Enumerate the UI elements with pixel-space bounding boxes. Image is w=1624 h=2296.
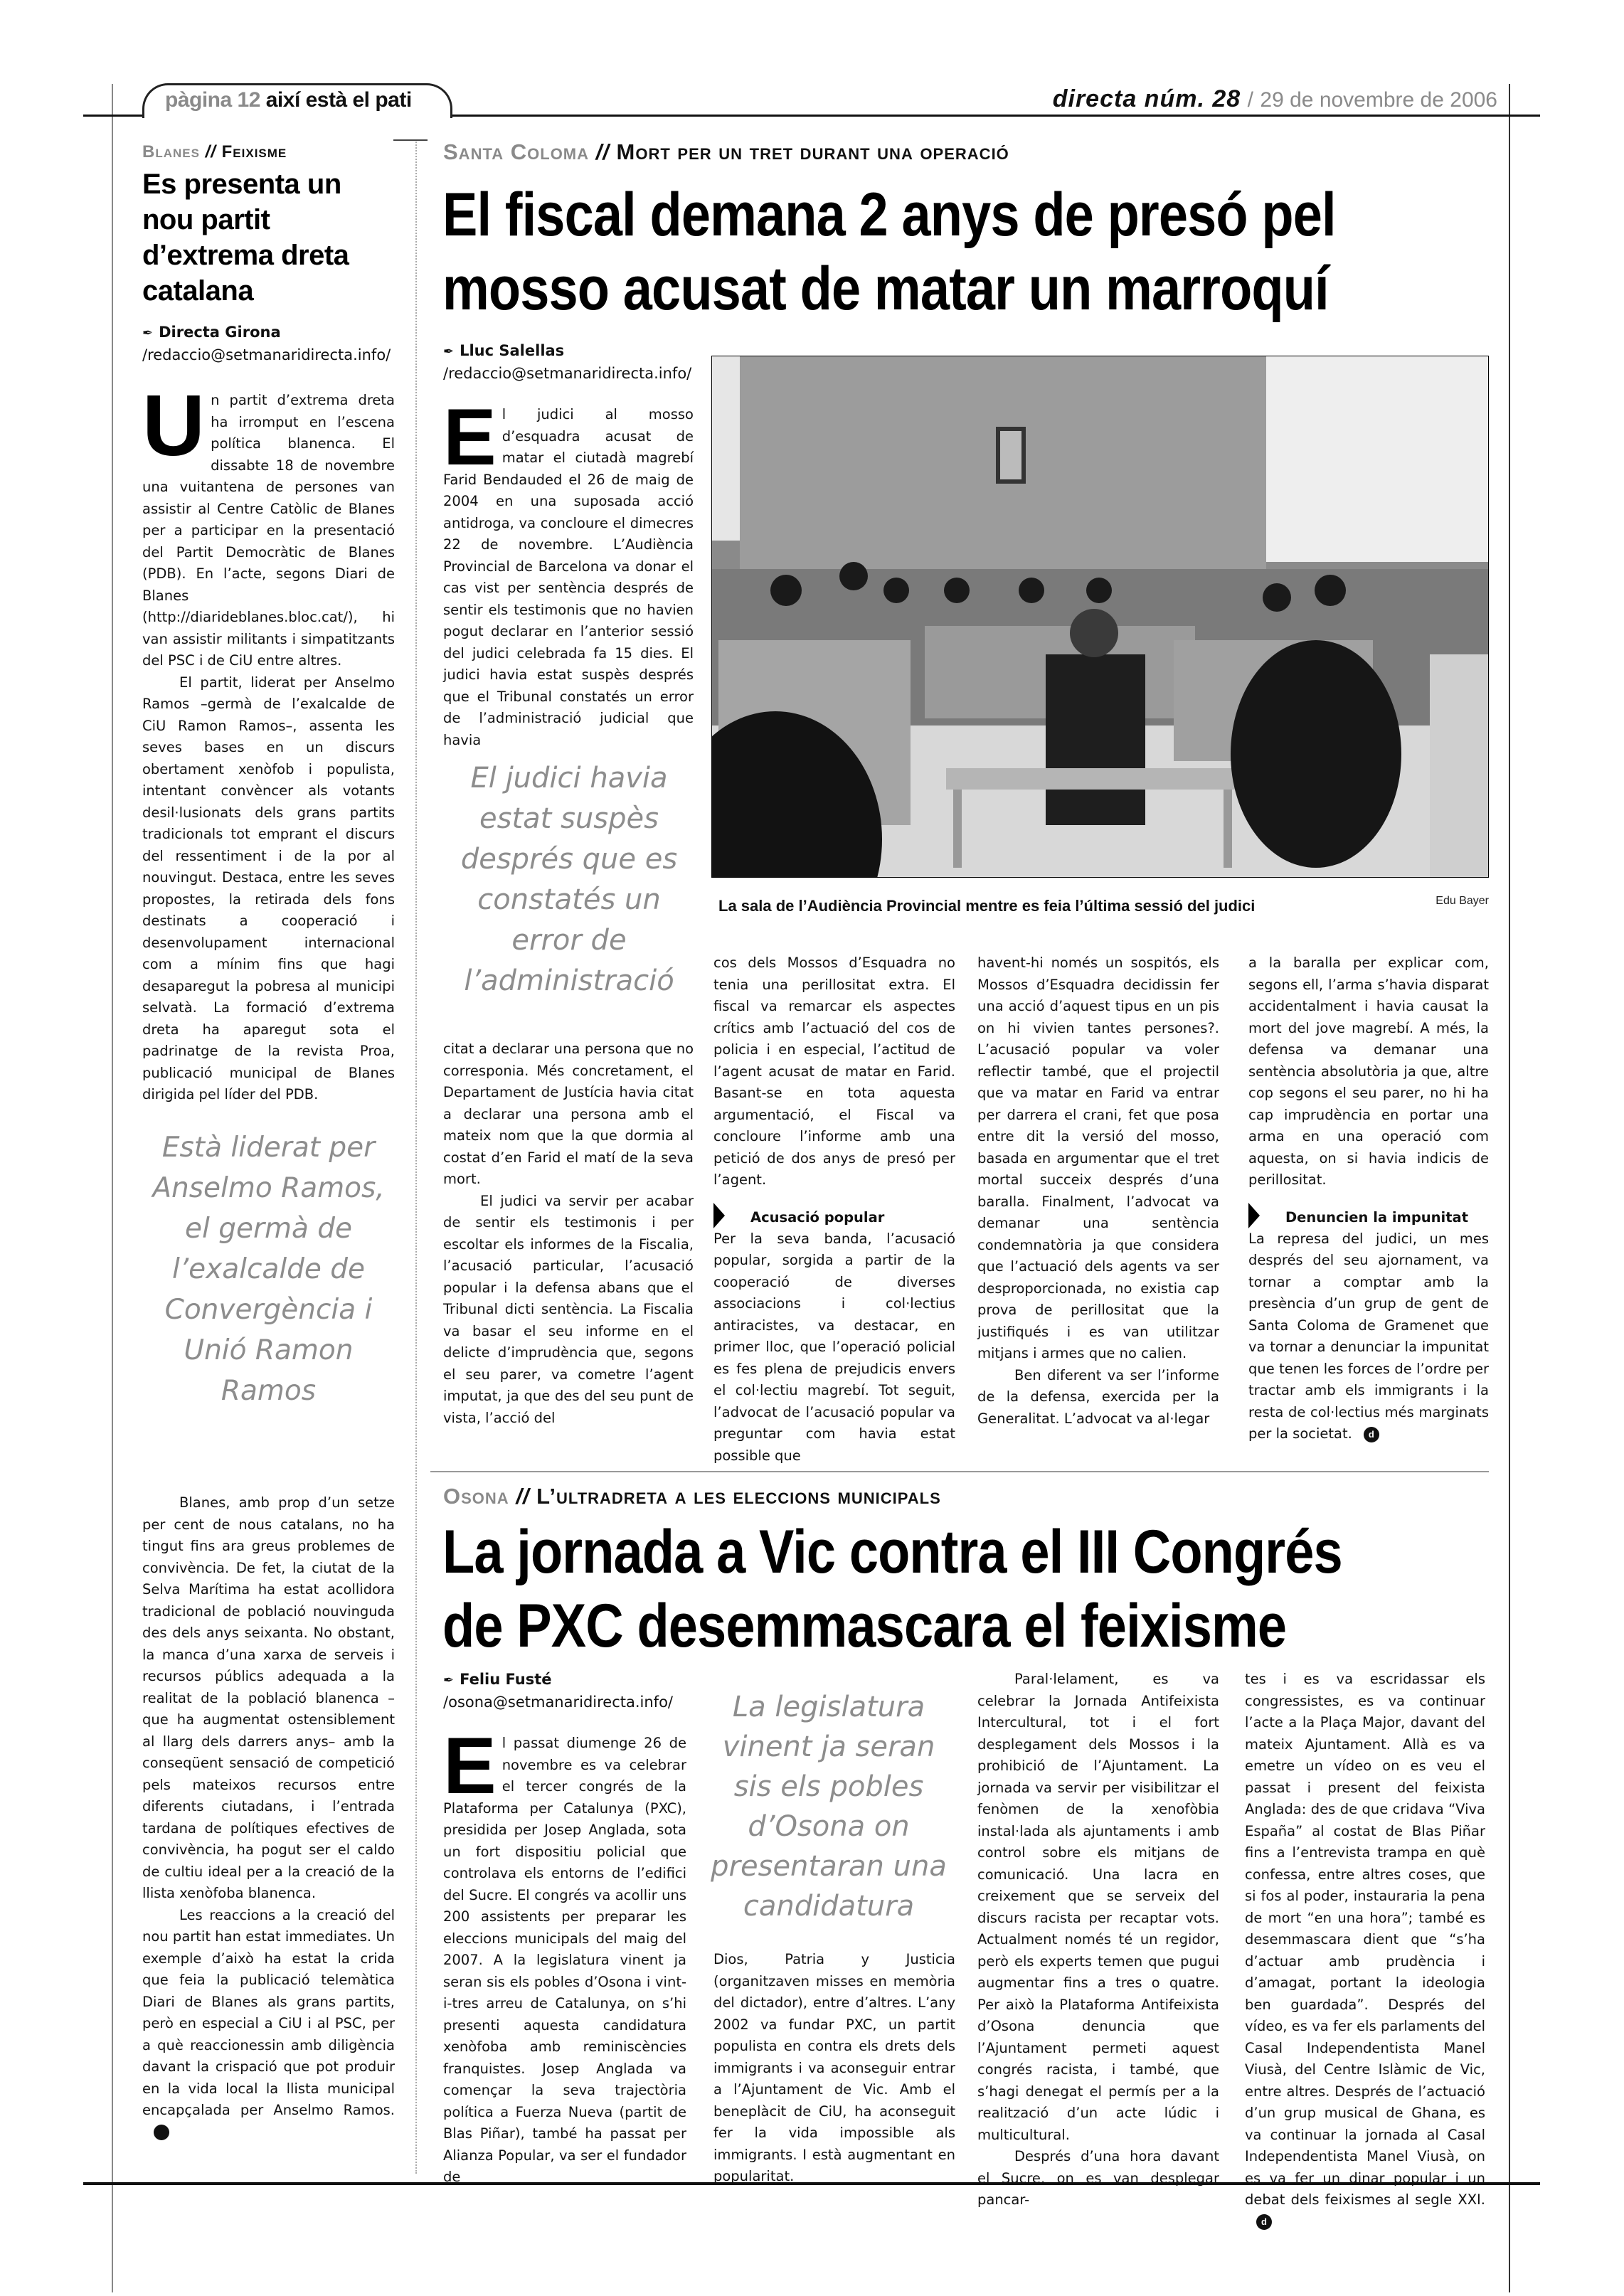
top-divider-tick — [393, 139, 428, 141]
article-body-col2 — [713, 952, 955, 1467]
end-mark-icon: d — [1256, 2214, 1272, 2230]
paragraph-text: tes i es va escridassar els congressistes, es va continuar l’acte a la Plaça Major, davant del mateix Ajuntament. Allà es va emetre un vídeo on es veu el passat i present del feixista Anglada: des de que cridava “Viva España” al costat de Blas Piñar fins a l’entrevista trampa en què confessa, entre altres coses, que si fos al poder, instauraria la pena de mort “en una hora”; també es desemmascara dient que “s’ha d’actuar amb prudència i d’amagat, portant la ideologia ben guardada”. Després del vídeo, es va fer els parlaments del Casal Independentista Manel Viusà, del Centre Islàmic de Vic, entre altres. Després de l’actuació d’un grup musical de Ghana, es va continuar la jornada al Casal Independentista Manel Viusà, on es va fer un dinar popular i un debat dels feixismes al segle XXI. — [1245, 1671, 1485, 2208]
page-section-label — [165, 88, 412, 112]
byline — [443, 340, 691, 384]
author: Feliu Fusté — [460, 1671, 552, 1688]
paragraph: El partit, liderat per Anselmo Ramos –germà de l’exalcalde de CiU Ramon Ramos–, assenta les seves bases en un discurs obertament xenòfob i populista, intentant convèncer als votants desil·lusionats dels grans partits tradicionals tot emprant el discurs del ressentiment i de la por al nouvingut. Destaca, entre les seves propostes, la retirada dels fons destinats a cooperació i desenvolupament internacional com a mínim fins que hagi desaparegut la pobresa al municipi selvatà. La formació d’extrema dreta ha aparegut sota el padrinatge de la revista Proa, publicació municipal de Blanes dirigida pel líder del PDB. — [142, 674, 395, 1102]
kicker-place: Osona — [443, 1484, 509, 1509]
masthead — [1053, 85, 1497, 113]
author-email[interactable]: /redaccio@setmanaridirecta.info/ — [443, 365, 692, 382]
headline-line-1: El fiscal demana 2 anys de presó pel — [442, 181, 1336, 249]
kicker-separator: // — [205, 142, 216, 161]
pen-icon: ✒ — [443, 344, 455, 359]
author: Directa Girona — [159, 324, 281, 341]
byline — [142, 321, 395, 366]
paragraph: Blanes, amb prop d’un setze per cent de nous catalans, no ha tingut fins ara greus problemes de convivència. De fet, la ciutat de la Selva Marítima ha estat acollidora tradicional de població nouvinguda des dels anys seixanta. No obstant, la manca d’una xarxa de serveis i recursos públics adequada a la realitat de la població blanenca –que ha augmentat ostensiblement al llarg dels darrers anys– amb la conseqüent sensació de competició pels mateixos recursos entre diferents ciutadans, i l’entrada tardana de polítiques efectives de convivència, ha pogut ser el caldo de cultiu ideal per a la creació de la llista xenòfoba blanenca. — [142, 1494, 395, 1901]
right-margin-rule — [1509, 84, 1510, 2292]
end-mark-icon: d — [1364, 1427, 1379, 1442]
paragraph: El judici va servir per acabar de sentir els testimonis i per escoltar els informes de la Fiscalia, l’acusació particular, l’acusació popular i la defensa abans que el Tribunal dicti sentència. La Fiscalia va basar el seu informe en el delicte d’imprudència que, segons el seu parer, va cometre l’agent imputat, ja que des del seu punt de vista, l’acció del — [443, 1192, 694, 1426]
kicker-separator: // — [516, 1484, 530, 1509]
photo-credit: Edu Bayer — [1435, 895, 1489, 907]
paragraph: Paral·lelament, es va celebrar la Jornada Antifeixista Intercultural, tot i el fort desplegament dels Mossos i la prohibició de l’Ajuntament. La jornada va servir per visibilitzar el fenòmen de la xenofòbia instal·lada als ajuntaments i amb control sobre els mitjans de comunicació. Una lacra en creixement que se serveix del discurs racista per recaptar vots. Actualment només té un regidor, però els experts temen que pugui augmentar fins a tres o quatre. Per això la Plataforma Antifeixista d’Osona denuncia que l’Ajuntament permeti aquest congrés racista, i també, que s’hagi denegat el permís per a la realització d’un acte lúdic i multicultural. — [977, 1671, 1219, 2143]
masthead-separator: / — [1247, 88, 1253, 112]
headline — [442, 1515, 1342, 1663]
article-body-col1 — [443, 393, 694, 751]
paragraph: cos dels Mossos d’Esquadra no tenia una perillositat extra. El fiscal va remarcar els aspectes crítics amb l’actuació del cos de policia i en especial, l’actitud de l’agent acusat de matar en Farid. Basant-se en tota aquesta argumentació, el Fiscal va concloure l’informe amb una petició de dos anys de presó per l’agent. — [713, 955, 955, 1188]
paragraph: l judici al mosso d’esquadra acusat de matar el ciutadà magrebí Farid Bendauded el 26 de maig de 2004 en una suposada acció antidroga, va concloure el dimecres 22 de novembre. L’Audiència Provincial de Barcelona va donar el cas vist per sentència després de sentir els testimonis que no havien pogut declarar en l’anterior sessió del judici celebrada fa 15 dies. El judici havia estat suspès després que el Tribunal constatés un error de l’administració judicial que havia — [443, 406, 694, 748]
article-body-continued — [142, 1492, 395, 2143]
paragraph — [1245, 1669, 1485, 2233]
pull-quote: El judici havia estat suspès després que es constatés un error de l’administració — [460, 762, 678, 997]
kicker-topic: L’ultradreta a les eleccions municipals — [536, 1484, 941, 1509]
headline-line-1: La jornada a Vic contra el III Congrés — [442, 1518, 1342, 1586]
kicker-topic: Feixisme — [221, 142, 287, 161]
article-body-col3 — [977, 952, 1219, 1430]
author-email[interactable]: /osona@setmanaridirecta.info/ — [443, 1694, 673, 1711]
author: Lluc Salellas — [460, 342, 565, 359]
drop-cap: E — [443, 393, 497, 482]
subhead — [1248, 1207, 1489, 1228]
subhead-text: Denuncien la impunitat — [1285, 1208, 1469, 1226]
kicker-place: Blanes — [142, 142, 200, 161]
article-blanes — [142, 142, 395, 1106]
kicker-place: Santa Coloma — [443, 139, 590, 164]
article-body — [142, 377, 395, 1106]
headline-line-2: de PXC desemmascara el feixisme — [442, 1592, 1287, 1660]
page-number: pàgina 12 — [165, 88, 260, 112]
kicker-separator: // — [595, 139, 610, 164]
paragraph-text: Les reaccions a la creació del nou partit han estat immediates. Un exemple d’això ha estat la crida que feia la publicació telemàtica Diari de Blanes als grans partits, però en especial a CiU i al PSC, per a què reaccionessin amb diligència davant la crispació que pot produir en la vida local la llista municipal encapçalada per Anselmo Ramos. — [142, 1906, 395, 2118]
issue-date: 29 de novembre de 2006 — [1260, 88, 1497, 112]
paragraph: havent-hi només un sospitós, els Mossos d’Esquadra decidissin fer una acció d’aquest tipus en un pis on hi vivien tantes persones?. L’acusació popular va voler reflectir també, que el projectil que va matar en Farid va entrar per darrera el crani, fet que posa entre dit la versió del mosso, basada en argumentar que el tret mortal succeix després d’una baralla. Finalment, l’advocat va demanar una sentència condemnatòria ja que considera que l’actuació dels agents va ser desproporcionada, no existia cap prova de perillositat que la justifiqués i es van utilitzar mitjans i armes que no calien. — [977, 955, 1219, 1361]
subhead — [713, 1207, 955, 1228]
pull-quote: Està liderat per Anselmo Ramos, el germà de l’exalcalde de Convergència i Unió Ramon Ramos — [152, 1132, 385, 1407]
arrow-icon — [1248, 1203, 1260, 1228]
masthead-title: directa núm. 28 — [1052, 85, 1241, 112]
column-divider — [415, 139, 417, 2174]
subhead-text: Acusació popular — [750, 1208, 885, 1226]
courtroom-photo-illustration — [711, 356, 1489, 878]
courtroom-photo — [711, 356, 1489, 878]
article-body-col1 — [443, 1721, 686, 2189]
photo-caption: La sala de l’Audiència Provincial mentre es feia l’última sessió del judici — [718, 897, 1256, 915]
article-body-col4 — [1245, 1669, 1485, 2233]
paragraph: Per la seva banda, l’acusació popular, sorgida a partir de la cooperació de diverses associacions i col·lectius antiracistes, va destacar, en primer lloc, que l’operació policial es fes plena de prejudicis envers el col·lectiu magrebí. Tot seguit, l’advocat de l’acusació popular va preguntar com havia estat possible que — [713, 1230, 955, 1464]
article-divider — [430, 1471, 1489, 1472]
kicker-topic: Mort per un tret durant una operació — [616, 139, 1009, 164]
drop-cap: U — [142, 377, 206, 474]
pen-icon: ✒ — [142, 326, 154, 341]
article-body-col2 — [713, 1949, 955, 2188]
pen-icon: ✒ — [443, 1673, 455, 1688]
kicker — [142, 142, 395, 162]
paragraph: Després d’una hora davant el Sucre, on es van desplegar pancar- — [977, 2148, 1219, 2208]
paragraph-text: La represa del judici, un mes després del seu ajornament, va tornar a comptar amb la presència d’un grup de gent de Santa Coloma de Gramenet que va tornar a denunciar la impunitat que tenen les forces de l’ordre per tractar amb els immigrants i la resta de col·lectius més marginats per la societat. — [1248, 1230, 1489, 1442]
paragraph: l passat diumenge 26 de novembre es va celebrar el tercer congrés de la Plataforma per Catalunya (PXC), presidida per Josep Anglada, sota un fort dispositiu policial que controlava els entorns de l’edifici del Sucre. El congrés va acollir uns 200 assistents per preparar les eleccions municipals del maig del 2007. A la legislatura vinent ja seran sis els pobles d’Osona i vint-i-tres arreu de Catalunya, on s’hi presenti aquesta candidatura xenòfoba amb reminiscències franquistes. Josep Anglada va començar la seva trajectòria política a Fuerza Nueva (partit de Blas Piñar), també ha passat per Alianza Popular, va ser el fundador de — [443, 1735, 686, 2185]
paragraph: n partit d’extrema dreta ha irromput en l’escena política blanenca. El dissabte 18 de novembre una vuitantena de persones van assistir al Centre Catòlic de Blanes per a participar en la presentació del Partit Democràtic de Blanes (PDB). En l’acte, segons Diari de Blanes (http://diarideblanes.bloc.cat/), hi van assistir militants i simpatitzants del PSC i de CiU entre altres. — [142, 392, 395, 669]
left-margin-rule — [112, 84, 113, 2292]
article-body-col3 — [977, 1669, 1219, 2211]
drop-cap: E — [443, 1721, 497, 1810]
paragraph: Ben diferent va ser l’informe de la defensa, exercida per la Generalitat. L’advocat va al·legar — [977, 1366, 1219, 1427]
byline — [443, 1669, 673, 1713]
paragraph: Dios, Patria y Justicia (organitzaven misses en memòria del dictador), entre d’altres. L’any 2002 va fundar PXC, un partit populista en contra els drets dels immigrants i va aconseguir entrar a l’Ajuntament de Vic. Amb el beneplàcit de CiU, ha aconseguit fer la vida impossible als immigrants. I està augmentant en popularitat. — [713, 1951, 955, 2184]
paragraph: a la baralla per explicar com, segons ell, l’arma s’havia disparat accidentalment i havia causat la mort del jove magrebí. A més, la defensa va demanar una sentència absolutòria ja que, altre cop segons el seu parer, no hi ha cap imprudència en portar una arma en una operació com aquesta, on si havia indicis de perillositat. — [1248, 955, 1489, 1188]
kicker — [443, 139, 1009, 165]
article-body-col4 — [1248, 952, 1489, 1445]
headline-line-2: mosso acusat de matar un marroquí — [442, 255, 1329, 323]
paragraph: citat a declarar una persona que no corresponia. Més concretament, el Departament de Justícia havia citat a declarar una persona amb el mateix nom que la que dormia al costat d’en Farid el matí de la seva mort. — [443, 1041, 694, 1187]
paragraph — [1248, 1228, 1489, 1445]
headline: Es presenta un nou partit d’extrema dreta catalana — [142, 169, 349, 307]
headline — [442, 178, 1336, 326]
paragraph — [142, 1905, 395, 2144]
kicker — [443, 1484, 941, 1509]
author-email[interactable]: /redaccio@setmanaridirecta.info/ — [142, 346, 391, 363]
pull-quote: La legislatura vinent ja seran sis els pobles d’Osona on presentaran una candidatura — [711, 1691, 947, 1923]
arrow-icon — [713, 1203, 725, 1228]
article-body-col1-continued — [443, 1038, 694, 1429]
end-mark-icon: d — [154, 2125, 169, 2140]
section-name: així està el pati — [265, 88, 412, 112]
